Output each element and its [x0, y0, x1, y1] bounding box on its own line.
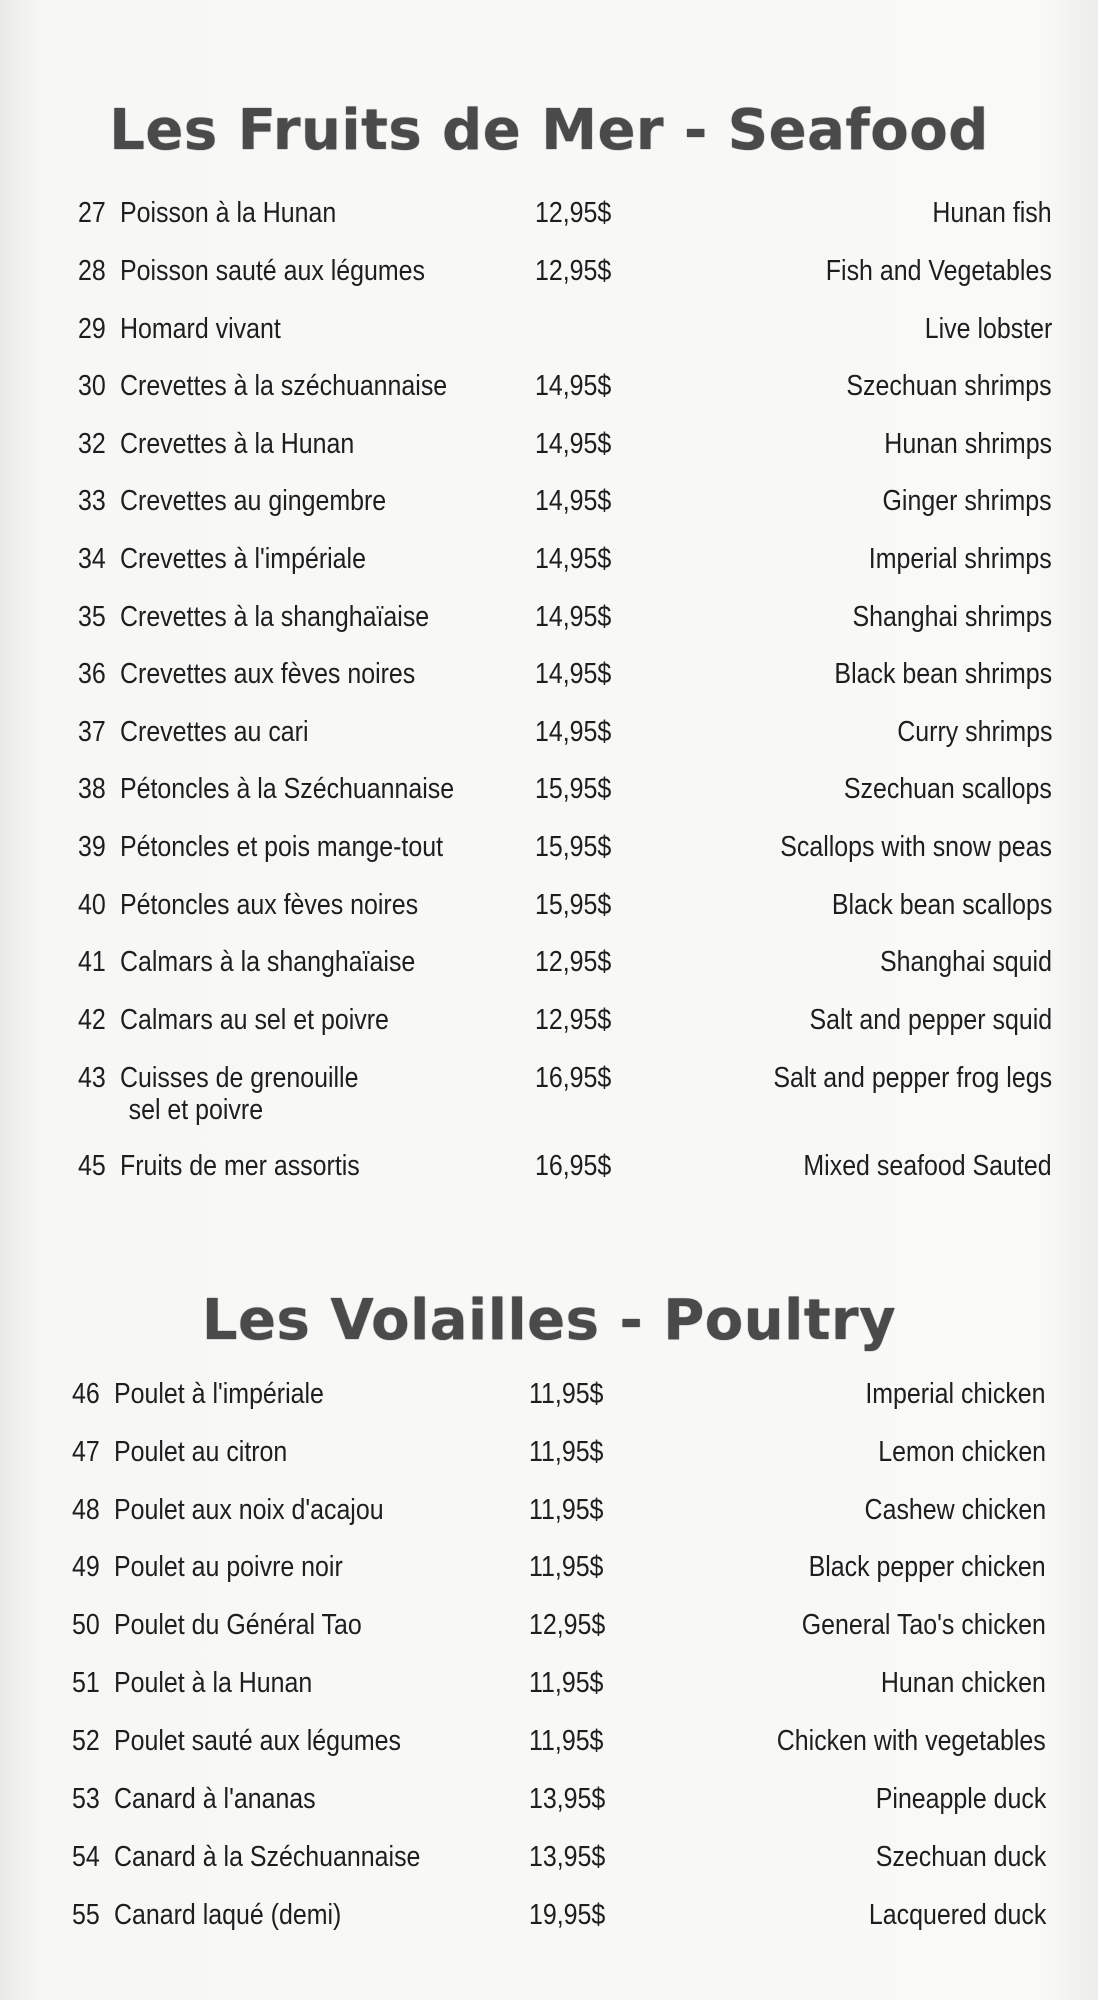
item-name-french: [114, 1378, 324, 1410]
item-price: 13,95$: [529, 1841, 606, 1873]
item-price: 14,95$: [535, 543, 612, 575]
item-name-french-line: Pétoncles à la Széchuannaise: [120, 773, 455, 805]
item-price: 11,95$: [529, 1667, 604, 1699]
item-name-french-line: Calmars à la shanghaïaise: [120, 946, 416, 978]
menu-item: [0, 370, 1098, 420]
item-price: 15,95$: [535, 773, 612, 805]
item-name-french-line: Poulet du Général Tao: [114, 1609, 362, 1641]
item-price: 19,95$: [529, 1899, 606, 1931]
item-name-french: [114, 1436, 287, 1468]
item-name-french: [114, 1841, 420, 1873]
menu-item: [0, 543, 1098, 593]
menu-item: [0, 1783, 1092, 1833]
item-name-english: Mixed seafood Sauted: [803, 1150, 1052, 1182]
item-name-french-line: Crevettes à la shanghaïaise: [120, 601, 430, 633]
item-name-english: Hunan chicken: [881, 1667, 1046, 1699]
item-name-french-line: Canard à la Széchuannaise: [114, 1841, 421, 1873]
item-name-english: Shanghai shrimps: [852, 601, 1052, 633]
item-name-french: [120, 1004, 389, 1036]
item-name-french-line: sel et poivre: [128, 1094, 264, 1126]
item-name-english: Szechuan scallops: [844, 773, 1052, 805]
item-price: 11,95$: [529, 1494, 604, 1526]
item-name-french-line: Pétoncles et pois mange-tout: [120, 831, 444, 863]
menu-item: [0, 831, 1098, 881]
item-name-french-line: Pétoncles aux fèves noires: [120, 889, 419, 921]
item-price: 12,95$: [529, 1609, 606, 1641]
item-number: 39: [78, 831, 106, 863]
item-price: 16,95$: [535, 1062, 612, 1094]
item-price: 15,95$: [535, 889, 612, 921]
item-number: 50: [72, 1609, 100, 1641]
item-price: 11,95$: [529, 1725, 604, 1757]
item-name-english: Scallops with snow peas: [780, 831, 1052, 863]
seafood-title: Les Fruits de Mer - Seafood: [109, 98, 989, 163]
item-name-french: [120, 946, 415, 978]
item-name-french: [120, 889, 418, 921]
item-name-english: Shanghai squid: [880, 946, 1052, 978]
item-number: 52: [72, 1725, 100, 1757]
item-price: 14,95$: [535, 428, 612, 460]
item-name-french: [120, 1150, 360, 1182]
menu-item: [0, 889, 1098, 939]
item-price: 15,95$: [535, 831, 612, 863]
menu-item: [0, 658, 1098, 708]
item-number: 38: [78, 773, 106, 805]
item-name-english: Chicken with vegetables: [777, 1725, 1046, 1757]
item-number: 42: [78, 1004, 106, 1036]
item-number: 48: [72, 1494, 100, 1526]
menu-item: [0, 1899, 1092, 1949]
item-name-english: Black bean shrimps: [834, 658, 1052, 690]
item-name-french: [114, 1609, 362, 1641]
item-name-english: Lacquered duck: [868, 1899, 1046, 1931]
item-number: 47: [72, 1436, 100, 1468]
item-number: 43: [78, 1062, 106, 1094]
item-name-english: Black bean scallops: [831, 889, 1052, 921]
item-number: 36: [78, 658, 106, 690]
item-number: 35: [78, 601, 106, 633]
item-number: 32: [78, 428, 106, 460]
item-name-french-line: Poisson sauté aux légumes: [120, 255, 426, 287]
item-price: 12,95$: [535, 255, 612, 287]
item-price: 13,95$: [529, 1783, 606, 1815]
item-name-french: [120, 543, 366, 575]
item-price: 16,95$: [535, 1150, 612, 1182]
item-number: 29: [78, 313, 106, 345]
item-name-english: Pineapple duck: [875, 1783, 1046, 1815]
item-name-english: Fish and Vegetables: [825, 255, 1052, 287]
item-price: 12,95$: [535, 946, 612, 978]
item-number: 55: [72, 1899, 100, 1931]
item-number: 33: [78, 485, 106, 517]
item-price: 14,95$: [535, 716, 612, 748]
item-name-french: [120, 658, 415, 690]
item-number: 27: [78, 197, 106, 229]
item-number: 51: [72, 1667, 100, 1699]
item-name-english: Szechuan shrimps: [846, 370, 1052, 402]
item-name-french: [120, 485, 386, 517]
item-name-english: Black pepper chicken: [808, 1551, 1046, 1583]
item-name-french: [120, 773, 454, 805]
menu-item: [0, 1004, 1098, 1054]
poultry-title: Les Volailles - Poultry: [201, 1288, 897, 1353]
item-name-english: Cashew chicken: [864, 1494, 1046, 1526]
item-price: 14,95$: [535, 658, 612, 690]
menu-item: [0, 773, 1098, 823]
item-price: 14,95$: [535, 485, 612, 517]
item-name-french: [120, 716, 309, 748]
item-name-french-line: Fruits de mer assortis: [120, 1150, 360, 1182]
item-name-french: [114, 1494, 384, 1526]
menu-item: [0, 1494, 1092, 1544]
item-name-french: [120, 197, 336, 229]
item-name-french: [114, 1725, 401, 1757]
item-name-french-line: Homard vivant: [120, 313, 281, 345]
item-name-english: Szechuan duck: [875, 1841, 1046, 1873]
item-number: 54: [72, 1841, 100, 1873]
item-number: 53: [72, 1783, 100, 1815]
menu-item: [0, 313, 1098, 363]
item-name-french: [120, 1062, 358, 1126]
menu-item: [0, 1841, 1092, 1891]
item-name-french: [120, 313, 281, 345]
item-name-english: Imperial shrimps: [869, 543, 1052, 575]
menu-item: [0, 1150, 1098, 1200]
menu-item: [0, 255, 1098, 305]
item-name-french-line: Poulet à l'impériale: [114, 1378, 324, 1410]
item-name-french-line: Poulet aux noix d'acajou: [114, 1494, 384, 1526]
menu-item: [0, 1378, 1092, 1428]
item-name-english: General Tao's chicken: [801, 1609, 1046, 1641]
item-number: 37: [78, 716, 106, 748]
item-number: 49: [72, 1551, 100, 1583]
menu-item: [0, 428, 1098, 478]
item-price: 12,95$: [535, 197, 612, 229]
item-number: 45: [78, 1150, 106, 1182]
item-name-english: Live lobster: [924, 313, 1052, 345]
item-name-french: [114, 1551, 343, 1583]
item-number: 28: [78, 255, 106, 287]
item-name-english: Imperial chicken: [865, 1378, 1046, 1410]
item-name-french-line: Poulet au citron: [114, 1436, 288, 1468]
item-name-french-line: Crevettes à la széchuannaise: [120, 370, 448, 402]
menu-item: [0, 1062, 1098, 1126]
menu-item: [0, 716, 1098, 766]
item-name-french-line: Poulet au poivre noir: [114, 1551, 343, 1583]
item-price: 12,95$: [535, 1004, 612, 1036]
menu-item: [0, 1436, 1092, 1486]
item-name-french: [120, 601, 429, 633]
item-name-french: [114, 1667, 312, 1699]
item-name-english: Salt and pepper frog legs: [773, 1062, 1052, 1094]
item-name-french-line: Canard laqué (demi): [114, 1899, 342, 1931]
menu-item: [0, 1551, 1092, 1601]
item-name-english: Salt and pepper squid: [809, 1004, 1052, 1036]
item-name-french-line: Cuisses de grenouille: [120, 1062, 359, 1094]
item-name-french: [120, 255, 425, 287]
item-number: 34: [78, 543, 106, 575]
item-name-french-line: Crevettes aux fèves noires: [120, 658, 416, 690]
item-name-french-line: Crevettes à la Hunan: [120, 428, 355, 460]
item-price: 11,95$: [529, 1436, 604, 1468]
item-name-french-line: Poulet à la Hunan: [114, 1667, 313, 1699]
item-name-french: [120, 370, 447, 402]
item-name-french-line: Crevettes au cari: [120, 716, 309, 748]
menu-item: [0, 1609, 1092, 1659]
item-name-french-line: Poisson à la Hunan: [120, 197, 337, 229]
item-price: 11,95$: [529, 1378, 604, 1410]
item-name-french-line: Poulet sauté aux légumes: [114, 1725, 401, 1757]
menu-item: [0, 1725, 1092, 1775]
menu-item: [0, 1667, 1092, 1717]
item-number: 30: [78, 370, 106, 402]
item-name-french-line: Crevettes au gingembre: [120, 485, 387, 517]
menu-item: [0, 946, 1098, 996]
item-name-french: [120, 831, 443, 863]
menu-item: [0, 485, 1098, 535]
item-name-english: Lemon chicken: [878, 1436, 1046, 1468]
item-name-french-line: Crevettes à l'impériale: [120, 543, 366, 575]
item-number: 41: [78, 946, 106, 978]
item-name-english: Hunan fish: [932, 197, 1052, 229]
item-name-french-line: Calmars au sel et poivre: [120, 1004, 389, 1036]
item-price: 14,95$: [535, 370, 612, 402]
item-name-french: [114, 1783, 316, 1815]
item-name-french-line: Canard à l'ananas: [114, 1783, 316, 1815]
item-price: 14,95$: [535, 601, 612, 633]
item-number: 46: [72, 1378, 100, 1410]
item-price: 11,95$: [529, 1551, 604, 1583]
item-name-french: [120, 428, 354, 460]
item-number: 40: [78, 889, 106, 921]
item-name-english: Ginger shrimps: [882, 485, 1052, 517]
item-name-french: [114, 1899, 341, 1931]
menu-item: [0, 601, 1098, 651]
item-name-english: Curry shrimps: [896, 716, 1052, 748]
item-name-english: Hunan shrimps: [884, 428, 1052, 460]
menu-item: [0, 197, 1098, 247]
